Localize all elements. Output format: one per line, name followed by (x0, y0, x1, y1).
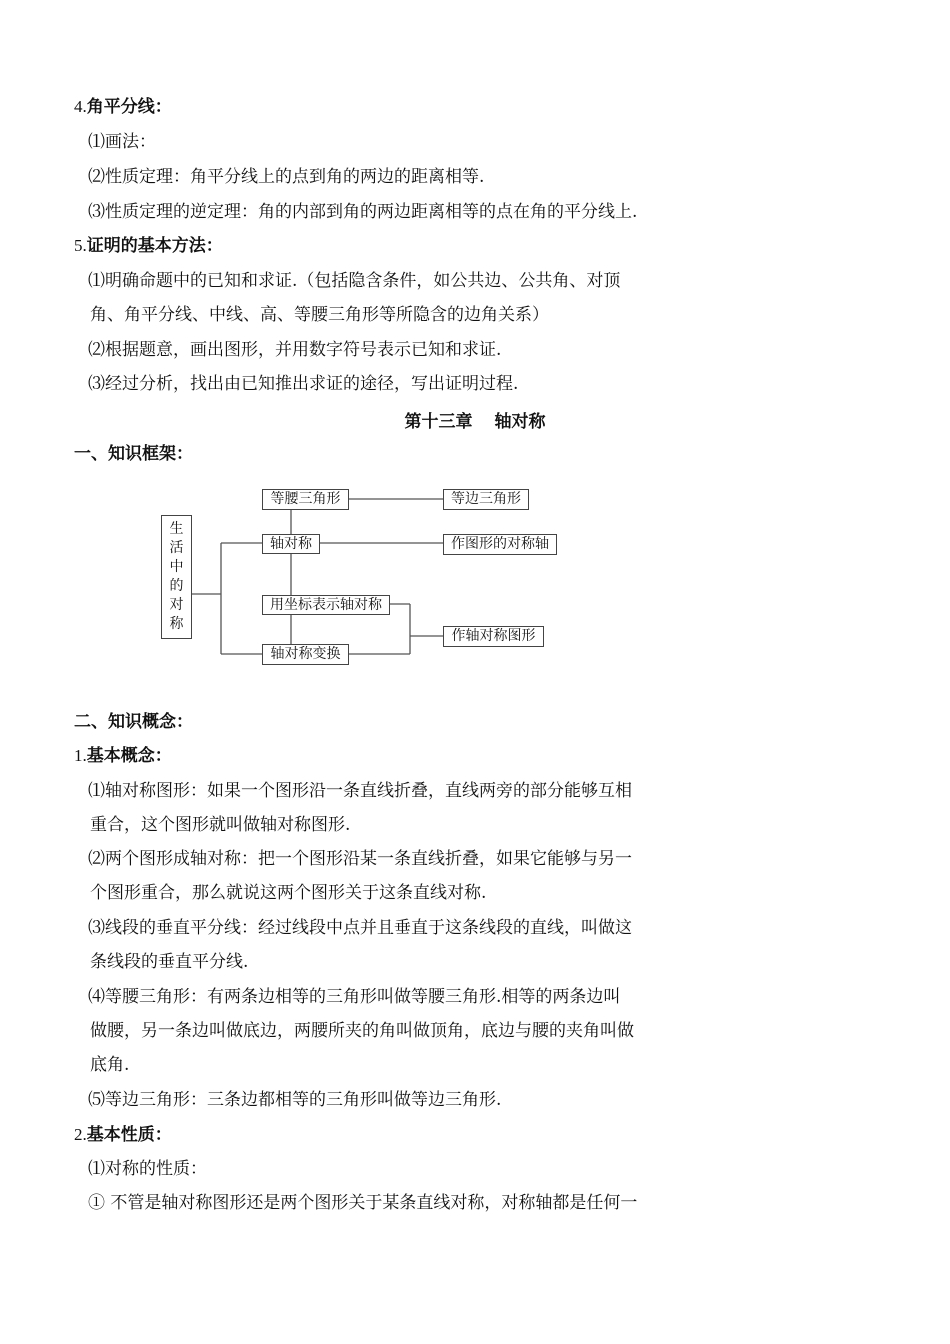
node-equilateral-triangle: 等边三角形 (443, 489, 529, 510)
concept-line: 底角. (90, 1055, 130, 1075)
concept-line: ⑷等腰三角形：有两条边相等的三角形叫做等腰三角形.相等的两条边叫 (88, 987, 621, 1007)
sec4-item-3: ⑶性质定理的逆定理：角的内部到角的两边距离相等的点在角的平分线上. (88, 202, 638, 222)
sec5-item-1-line-2: 角、角平分线、中线、高、等腰三角形等所隐含的边角关系） (90, 305, 549, 325)
node-coordinates-symmetry: 用坐标表示轴对称 (262, 595, 390, 615)
chapter-name: 轴对称 (494, 412, 546, 432)
node-draw-symmetry-axis: 作图形的对称轴 (443, 534, 557, 555)
node-symmetry-transform: 轴对称变换 (262, 644, 349, 665)
concepts-heading: 二、知识概念： (74, 712, 193, 732)
section-5-title: 5.证明的基本方法： (74, 236, 223, 256)
property-item-1: ⑴对称的性质： (88, 1159, 207, 1179)
framework-heading: 一、知识框架： (74, 444, 193, 464)
concept-line: ⑴轴对称图形：如果一个图形沿一条直线折叠，直线两旁的部分能够互相 (88, 781, 632, 801)
property-item-2: ① 不管是轴对称图形还是两个图形关于某条直线对称，对称轴都是任何一 (88, 1193, 638, 1213)
sec4-item-2: ⑵性质定理：角平分线上的点到角的两边的距离相等. (88, 167, 485, 187)
concept-line: ⑵两个图形成轴对称：把一个图形沿某一条直线折叠，如果它能够与另一 (88, 849, 632, 869)
concept-line: 条线段的垂直平分线. (90, 952, 249, 972)
sec4-item-1: ⑴画法： (88, 132, 156, 152)
section-4-title: 4.角平分线： (74, 97, 172, 117)
node-axial-symmetry: 轴对称 (262, 534, 320, 554)
sec5-item-3: ⑶经过分析，找出由已知推出求证的途径，写出证明过程. (88, 374, 519, 394)
concept-line: 个图形重合，那么就说这两个图形关于这条直线对称. (90, 883, 487, 903)
concept-line: ⑶线段的垂直平分线：经过线段中点并且垂直于这条线段的直线，叫做这 (88, 918, 632, 938)
node-isosceles-triangle: 等腰三角形 (262, 489, 349, 510)
root-node-life-symmetry: 生 活 中 的 对 称 (161, 515, 192, 639)
basic-concepts-title: 1.基本概念： (74, 746, 172, 766)
concept-line: ⑸等边三角形：三条边都相等的三角形叫做等边三角形. (88, 1090, 502, 1110)
concept-line: 做腰，另一条边叫做底边，两腰所夹的角叫做顶角，底边与腰的夹角叫做 (90, 1021, 634, 1041)
sec5-item-2: ⑵根据题意，画出图形，并用数字符号表示已知和求证. (88, 340, 502, 360)
node-draw-symmetric-figure: 作轴对称图形 (443, 626, 544, 647)
basic-properties-title: 2.基本性质： (74, 1125, 172, 1145)
sec5-item-1-line-1: ⑴明确命题中的已知和求证.（包括隐含条件，如公共边、公共角、对顶 (88, 271, 621, 291)
concept-line: 重合，这个图形就叫做轴对称图形. (90, 815, 351, 835)
chapter-number: 第十三章 (404, 412, 473, 432)
